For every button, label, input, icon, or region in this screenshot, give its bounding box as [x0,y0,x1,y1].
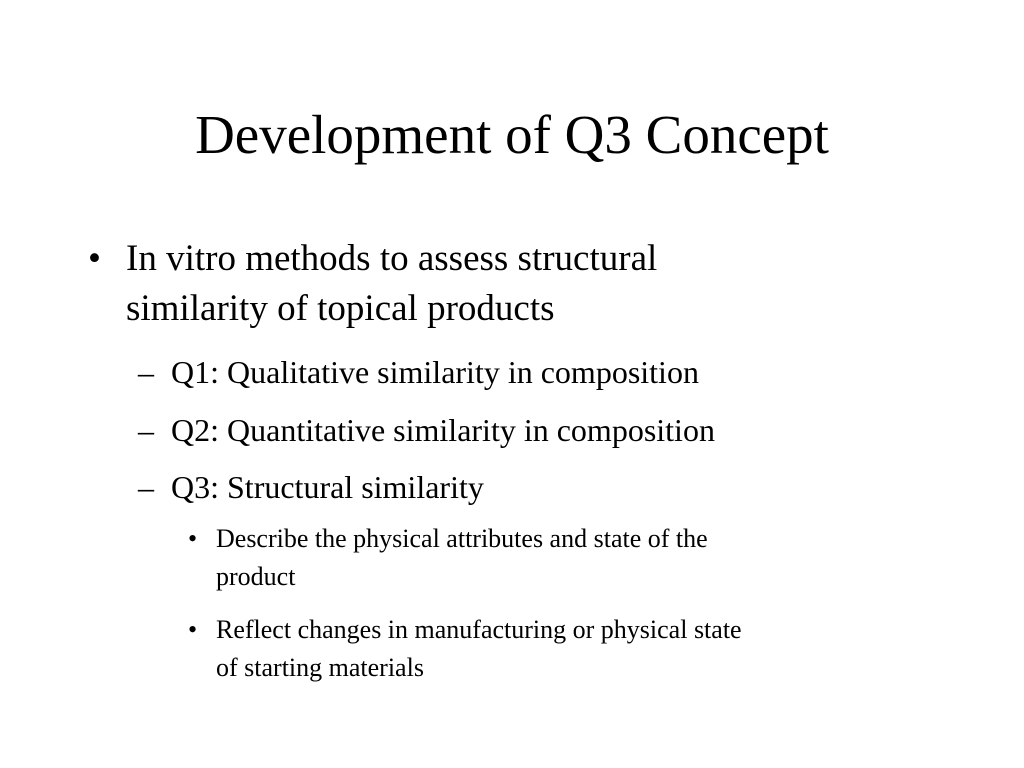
third-level-text-line-1: Describe the physical attributes and state of the [216,524,708,553]
slide-title: Development of Q3 Concept [195,104,829,165]
sub-bullet-marker: – [138,412,154,448]
third-level-marker: • [188,524,198,553]
sub-bullet-marker: – [138,354,154,390]
bullet-text-line-1: In vitro methods to assess structural [126,238,658,279]
sub-bullet-text: Q3: Structural similarity [171,469,484,505]
third-level-marker: • [188,615,198,644]
third-level-text-line-2: of starting materials [216,653,424,682]
bullet-marker: • [88,238,101,279]
sub-bullet-text: Q2: Quantitative similarity in composition [171,412,715,448]
sub-bullet-marker: – [138,469,154,505]
bullet-text-line-2: similarity of topical products [126,288,555,329]
sub-bullet-text: Q1: Qualitative similarity in composition [171,354,699,390]
third-level-text-line-2: product [216,562,296,591]
third-level-text-line-1: Reflect changes in manufacturing or physical state [216,615,742,644]
